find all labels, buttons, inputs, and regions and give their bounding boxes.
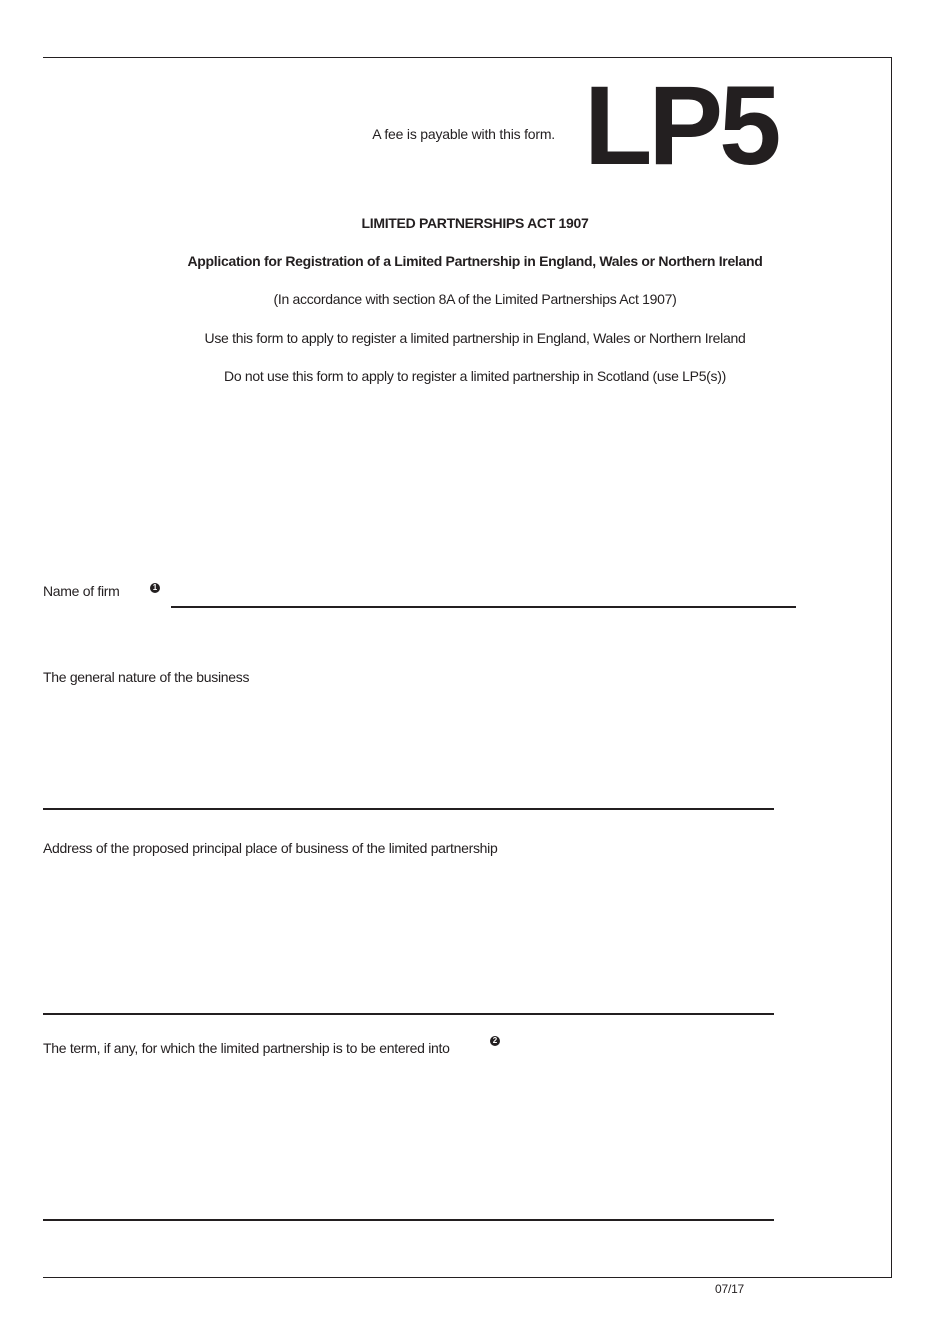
form-code-title: LP5: [584, 63, 778, 188]
page-frame-bottom-border: [43, 1277, 892, 1278]
note-marker-1-icon: 1: [150, 583, 160, 593]
nature-of-business-field[interactable]: [43, 808, 774, 810]
name-of-firm-field[interactable]: [171, 606, 796, 608]
page-frame-right-border: [891, 57, 892, 1278]
accordance-note: (In accordance with section 8A of the Limited Partnerships Act 1907): [273, 291, 677, 307]
term-field[interactable]: [43, 1219, 774, 1221]
principal-address-label: Address of the proposed principal place of business of the limited partnership: [43, 840, 498, 856]
principal-address-field[interactable]: [43, 1013, 774, 1015]
act-title: LIMITED PARTNERSHIPS ACT 1907: [361, 215, 589, 231]
nature-of-business-label: The general nature of the business: [43, 669, 250, 685]
page-frame-top-border: [43, 57, 892, 58]
form-edition-date: 07/17: [715, 1282, 745, 1296]
usage-instruction: Use this form to apply to register a limited partnership in England, Wales or Northern Ireland: [204, 330, 746, 346]
fee-note: A fee is payable with this form.: [372, 126, 555, 142]
scotland-warning: Do not use this form to apply to register a limited partnership in Scotland (use LP5(s)): [224, 368, 726, 384]
note-marker-2-icon: 2: [490, 1036, 500, 1046]
application-title: Application for Registration of a Limited Partnership in England, Wales or Northern Ireland: [187, 253, 763, 269]
term-label: The term, if any, for which the limited partnership is to be entered into: [43, 1040, 450, 1056]
name-of-firm-label: Name of firm: [43, 583, 120, 599]
